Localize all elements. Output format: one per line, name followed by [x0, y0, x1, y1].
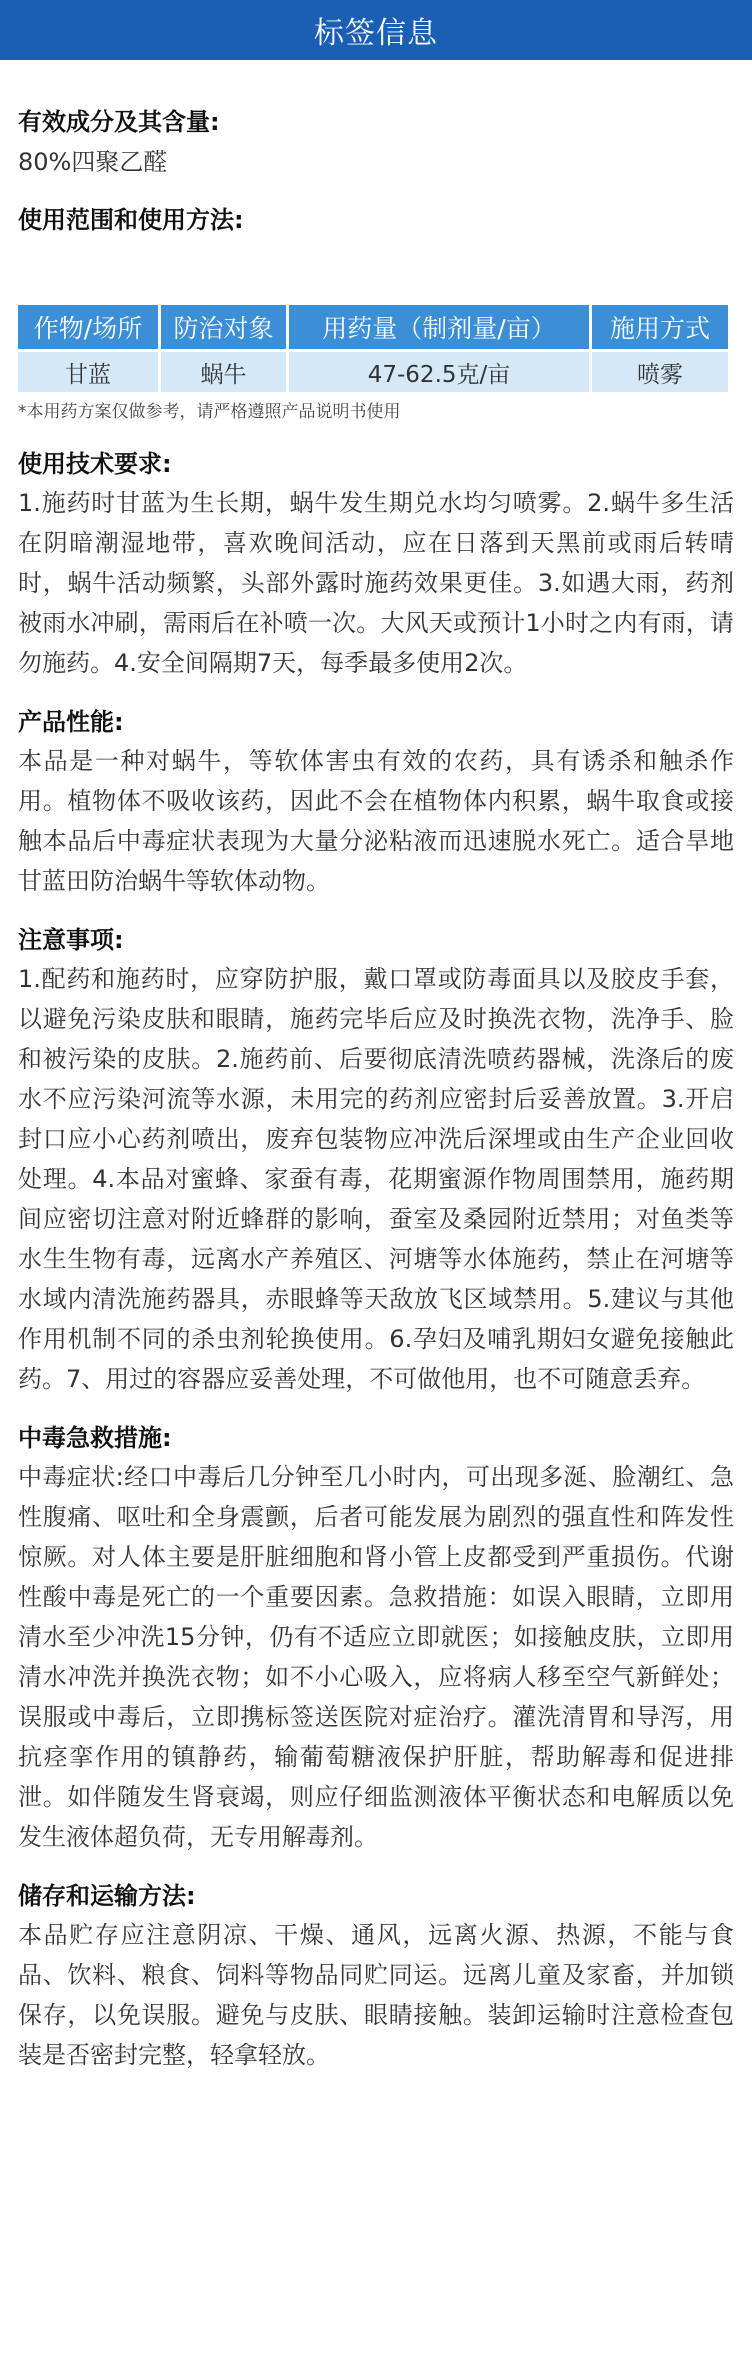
label-content	[0, 104, 752, 2075]
usage-note: *本用药方案仅做参考，请严格遵照产品说明书使用	[18, 402, 401, 422]
usage-title: 使用范围和使用方法:	[18, 206, 244, 234]
cell-target: 蜗牛	[161, 352, 286, 392]
section-title: 产品性能:	[18, 708, 124, 736]
table-row	[18, 352, 728, 392]
section-text: 1.配药和施药时，应穿防护服，戴口罩或防毒面具以及胶皮手套，以避免污染皮肤和眼睛，施药完毕后应及时换洗衣物，洗净手、脸和被污染的皮肤。2.施药前、后要彻底清洗喷药器械，洗涤后的废水不应污染河流等水源，未用完的药剂应密封后妥善放置。3.开启封口应小心药剂喷出，废弃包装物应冲洗后深埋或由生产企业回收处理。4.本品对蜜蜂、家蚕有毒，花期蜜源作物周围禁用，施药期间应密切注意对附近蜂群的影响，蚕室及桑园附近禁用；对鱼类等水生生物有毒，远离水产养殖区、河塘等水体施药，禁止在河塘等水域内清洗施药器具，赤眼蜂等天敌放飞区域禁用。5.建议与其他作用机制不同的杀虫剂轮换使用。6.孕妇及哺乳期妇女避免接触此药。7、用过的容器应妥善处理，不可做他用，也不可随意丢弃。	[18, 965, 734, 1393]
col-header-crop: 作物/场所	[18, 305, 158, 349]
section-title: 注意事项:	[18, 926, 124, 954]
col-header-dosage: 用药量（制剂量/亩）	[289, 305, 589, 349]
ingredient-title: 有效成分及其含量:	[18, 108, 220, 136]
section-text: 中毒症状:经口中毒后几分钟至几小时内，可出现多涎、脸潮红、急性腹痛、呕吐和全身震颤，后者可能发展为剧烈的强直性和阵发性惊厥。对人体主要是肝脏细胞和肾小管上皮都受到严重损伤。代谢性酸中毒是死亡的一个重要因素。急救措施：如误入眼睛，立即用清水至少冲洗15分钟，仍有不适应立即就医；如接触皮肤，立即用清水冲洗并换洗衣物；如不小心吸入，应将病人移至空气新鲜处；误服或中毒后，立即携标签送医院对症治疗。灌洗清胃和导泻，用抗痉挛作用的镇静药，输葡萄糖液保护肝脏，帮助解毒和促进排泄。如伴随发生肾衰竭，则应仔细监测液体平衡状态和电解质以免发生液体超负荷，无专用解毒剂。	[18, 1463, 734, 1851]
section-title: 中毒急救措施:	[18, 1424, 172, 1452]
ingredient-value: 80%四聚乙醛	[18, 148, 168, 176]
section-text: 本品贮存应注意阴凉、干燥、通风，远离火源、热源，不能与食品、饮料、粮食、饲料等物品同贮同运。远离儿童及家畜，并加锁保存，以免误服。避免与皮肤、眼睛接触。装卸运输时注意检查包装是否密封完整，轻拿轻放。	[18, 1921, 734, 2069]
section-storage-transport	[18, 1879, 734, 2075]
section-product-performance	[18, 705, 734, 901]
header-bar	[0, 0, 752, 60]
table-header-row	[18, 305, 728, 349]
section-precautions	[18, 923, 734, 1399]
section-first-aid	[18, 1421, 734, 1857]
cell-method: 喷雾	[592, 352, 728, 392]
col-header-method: 施用方式	[592, 305, 728, 349]
cell-crop: 甘蓝	[18, 352, 158, 392]
dosage-table	[15, 302, 731, 395]
page-title: 标签信息	[314, 16, 438, 51]
section-technical-requirements	[18, 447, 734, 683]
col-header-target: 防治对象	[161, 305, 286, 349]
section-text: 本品是一种对蜗牛，等软体害虫有效的农药，具有诱杀和触杀作用。植物体不吸收该药，因此不会在植物体内积累，蜗牛取食或接触本品后中毒症状表现为大量分泌粘液而迅速脱水死亡。适合旱地甘蓝田防治蜗牛等软体动物。	[18, 747, 734, 895]
section-title: 储存和运输方法:	[18, 1882, 196, 1910]
section-title: 使用技术要求:	[18, 450, 172, 478]
section-text: 1.施药时甘蓝为生长期，蜗牛发生期兑水均匀喷雾。2.蜗牛多生活在阴暗潮湿地带，喜欢晚间活动，应在日落到天黑前或雨后转晴时，蜗牛活动频繁，头部外露时施药效果更佳。3.如遇大雨，药剂被雨水冲刷，需雨后在补喷一次。大风天或预计1小时之内有雨，请勿施药。4.安全间隔期7天，每季最多使用2次。	[18, 489, 734, 677]
cell-dosage: 47-62.5克/亩	[289, 352, 589, 392]
